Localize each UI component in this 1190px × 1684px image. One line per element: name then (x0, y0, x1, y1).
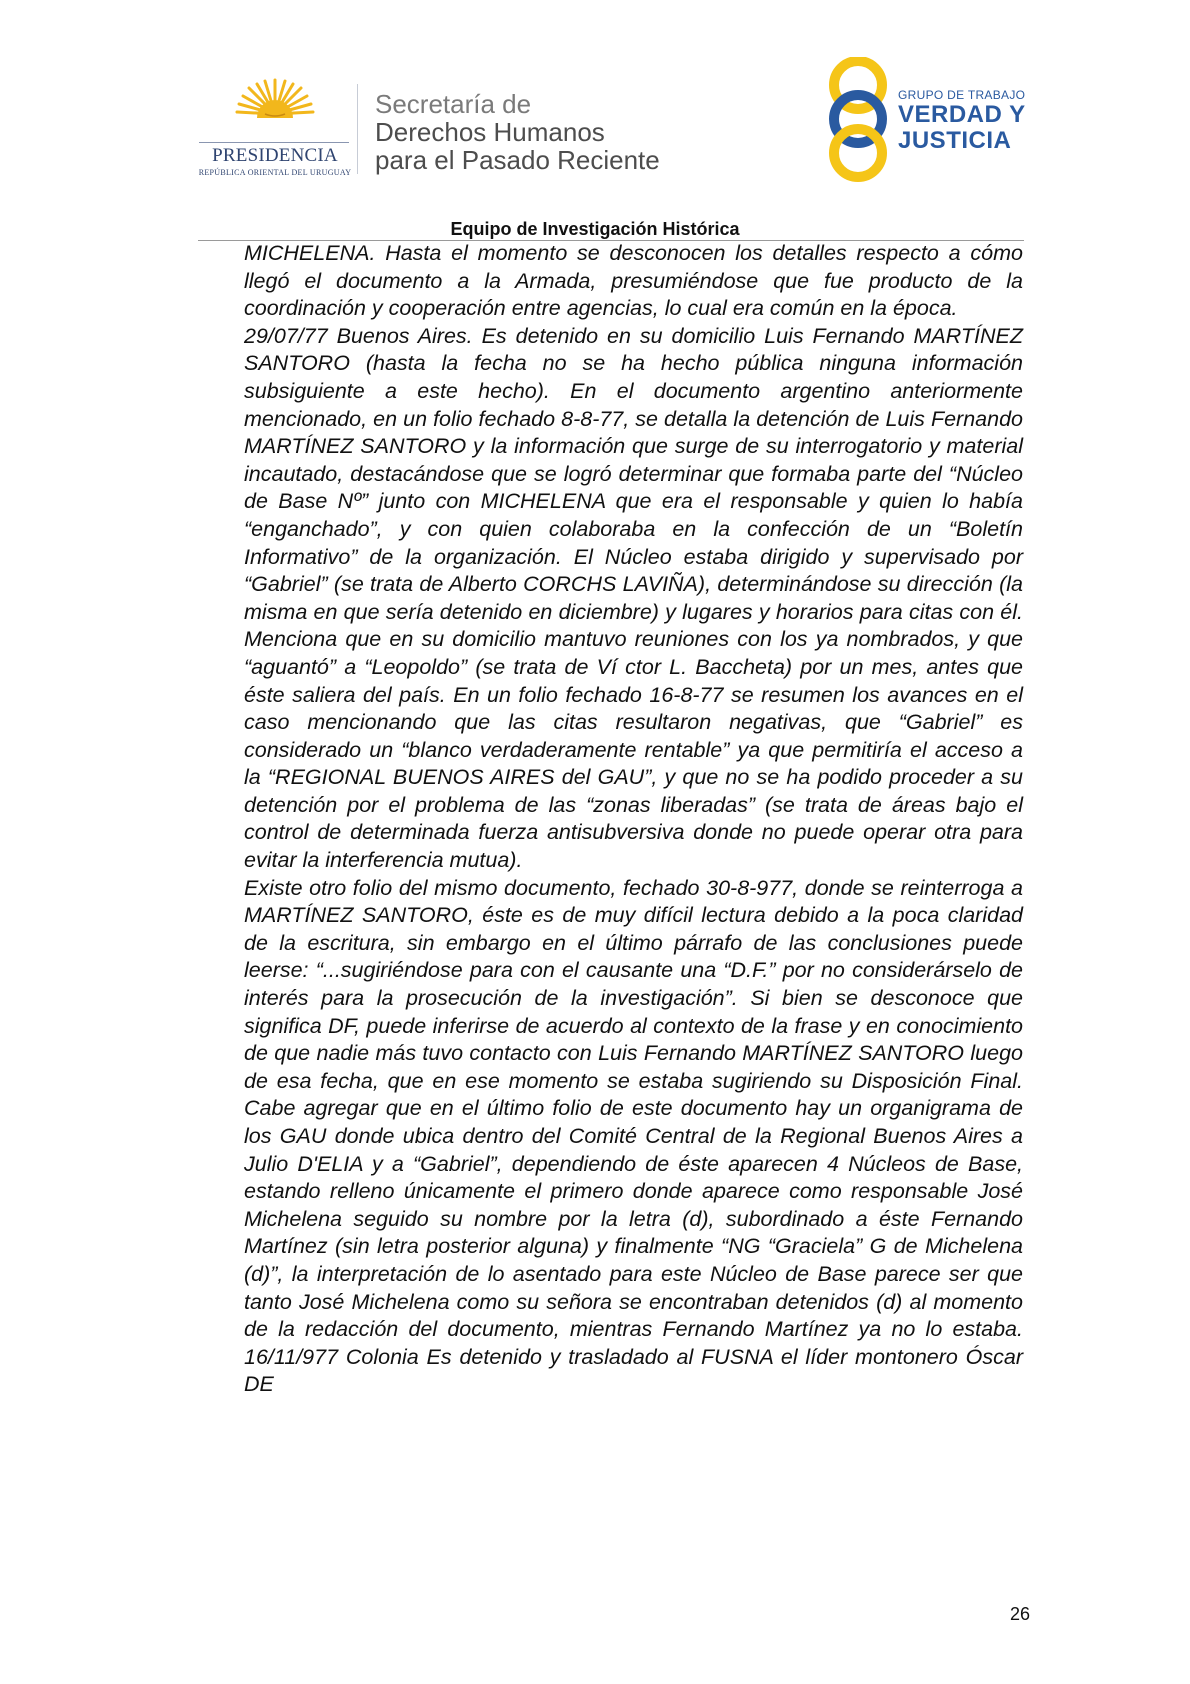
team-heading: Equipo de Investigación Histórica (450, 219, 740, 239)
verdad-label: VERDAD Y (898, 101, 1026, 128)
presidencia-subtitle: REPÚBLICA ORIENTAL DEL URUGUAY (198, 168, 352, 177)
presidencia-underline (199, 142, 349, 143)
justicia-label: JUSTICIA (898, 127, 1012, 154)
header-divider (357, 84, 358, 174)
page-number: 26 (1009, 1604, 1030, 1624)
secretaria-line-1: Secretaría de (375, 89, 532, 119)
document-body (244, 240, 1023, 1399)
secretaria-line-2: Derechos Humanos (375, 117, 605, 147)
document-header (0, 0, 1190, 200)
grupo-de-trabajo-label: GRUPO DE TRABAJO (898, 88, 1026, 102)
presidencia-logo (195, 78, 355, 178)
secretaria-title (375, 90, 735, 174)
sun-of-may-icon (235, 78, 315, 142)
paragraph: 29/07/77 Buenos Aires. Es detenido en su domicilio Luis Fernando MARTÍNEZ SANTORO (hasta la fecha no se ha hecho pública ninguna información subsiguiente a este hecho). En el documento argentino anteriormente mencionado, en un folio fechado 8-8-77, se detalla la detención de Luis Fernando MARTÍNEZ SANTORO y la información que surge de su interrogatorio y material incautado, destacándose que se logró determinar que formaba parte del “Núcleo de Base Nº” junto con MICHELENA que era el responsable y quien lo había “enganchado”, y con quien colaboraba en la confección de un “Boletín Informativo” de la organización. El Núcleo estaba dirigido y supervisado por “Gabriel” (se trata de Alberto CORCHS LAVIÑA), determinándose su dirección (la misma en que sería detenido en diciembre) y lugares y horarios para citas con él. Menciona que en su domicilio mantuvo reuniones con los ya nombrados, y que “aguantó” a “Leopoldo” (se trata de Ví ctor L. Baccheta) por un mes, antes que éste saliera del país. En un folio fechado 16-8-77 se resumen los avances en el caso mencionando que las citas resultaron negativas, que “Gabriel” es considerado un “blanco verdaderamente rentable” ya que permitiría el acceso a la “REGIONAL BUENOS AIRES del GAU”, y que no se ha podido proceder a su detención por el problema de las “zonas liberadas” (se trata de áreas bajo el control de determinada fuerza antisubversiva donde no puede operar otra para evitar la interferencia mutua). (244, 323, 1023, 873)
paragraph: MICHELENA. Hasta el momento se desconocen los detalles respecto a cómo llegó el documento a la Armada, presumiéndose que fue producto de la coordinación y cooperación entre agencias, lo cual era común en la época. (244, 241, 1023, 321)
secretaria-line-3: para el Pasado Reciente (375, 145, 660, 175)
presidencia-label: PRESIDENCIA (212, 145, 338, 166)
verdad-justicia-text (898, 88, 1048, 154)
interlocking-rings-icon (822, 57, 894, 182)
verdad-justicia-logo (822, 57, 1042, 182)
paragraph: Existe otro folio del mismo documento, fechado 30-8-977, donde se reinterroga a MARTÍNEZ SANTORO, éste es de muy difícil lectura debido a la poca claridad de la escritura, sin embargo en el último párrafo de las conclusiones puede leerse: “...sugiriéndose para con el causante una “D.F.” por no considerárselo de interés para la prosecución de la investigación”. Si bien se desconoce que significa DF, puede inferirse de acuerdo al contexto de la frase y en conocimiento de que nadie más tuvo contacto con Luis Fernando MARTÍNEZ SANTORO luego de esa fecha, que en ese momento se estaba sugiriendo su Disposición Final. Cabe agregar que en el último folio de este documento hay un organigrama de los GAU donde ubica dentro del Comité Central de la Regional Buenos Aires a Julio D'ELIA y a “Gabriel”, dependiendo de éste aparecen 4 Núcleos de Base, estando relleno únicamente el primero donde aparece como responsable José Michelena seguido su nombre por la letra (d), subordinado a éste Fernando Martínez (sin letra posterior alguna) y finalmente “NG “Graciela” G de Michelena (d)”, la interpretación de lo asentado para este Núcleo de Base parece ser que tanto José Michelena como su señora se encontraban detenidos (d) al momento de la redacción del documento, mientras Fernando Martínez ya no lo estaba. 16/11/977 Colonia Es detenido y trasladado al FUSNA el líder montonero Óscar DE (244, 875, 1023, 1397)
